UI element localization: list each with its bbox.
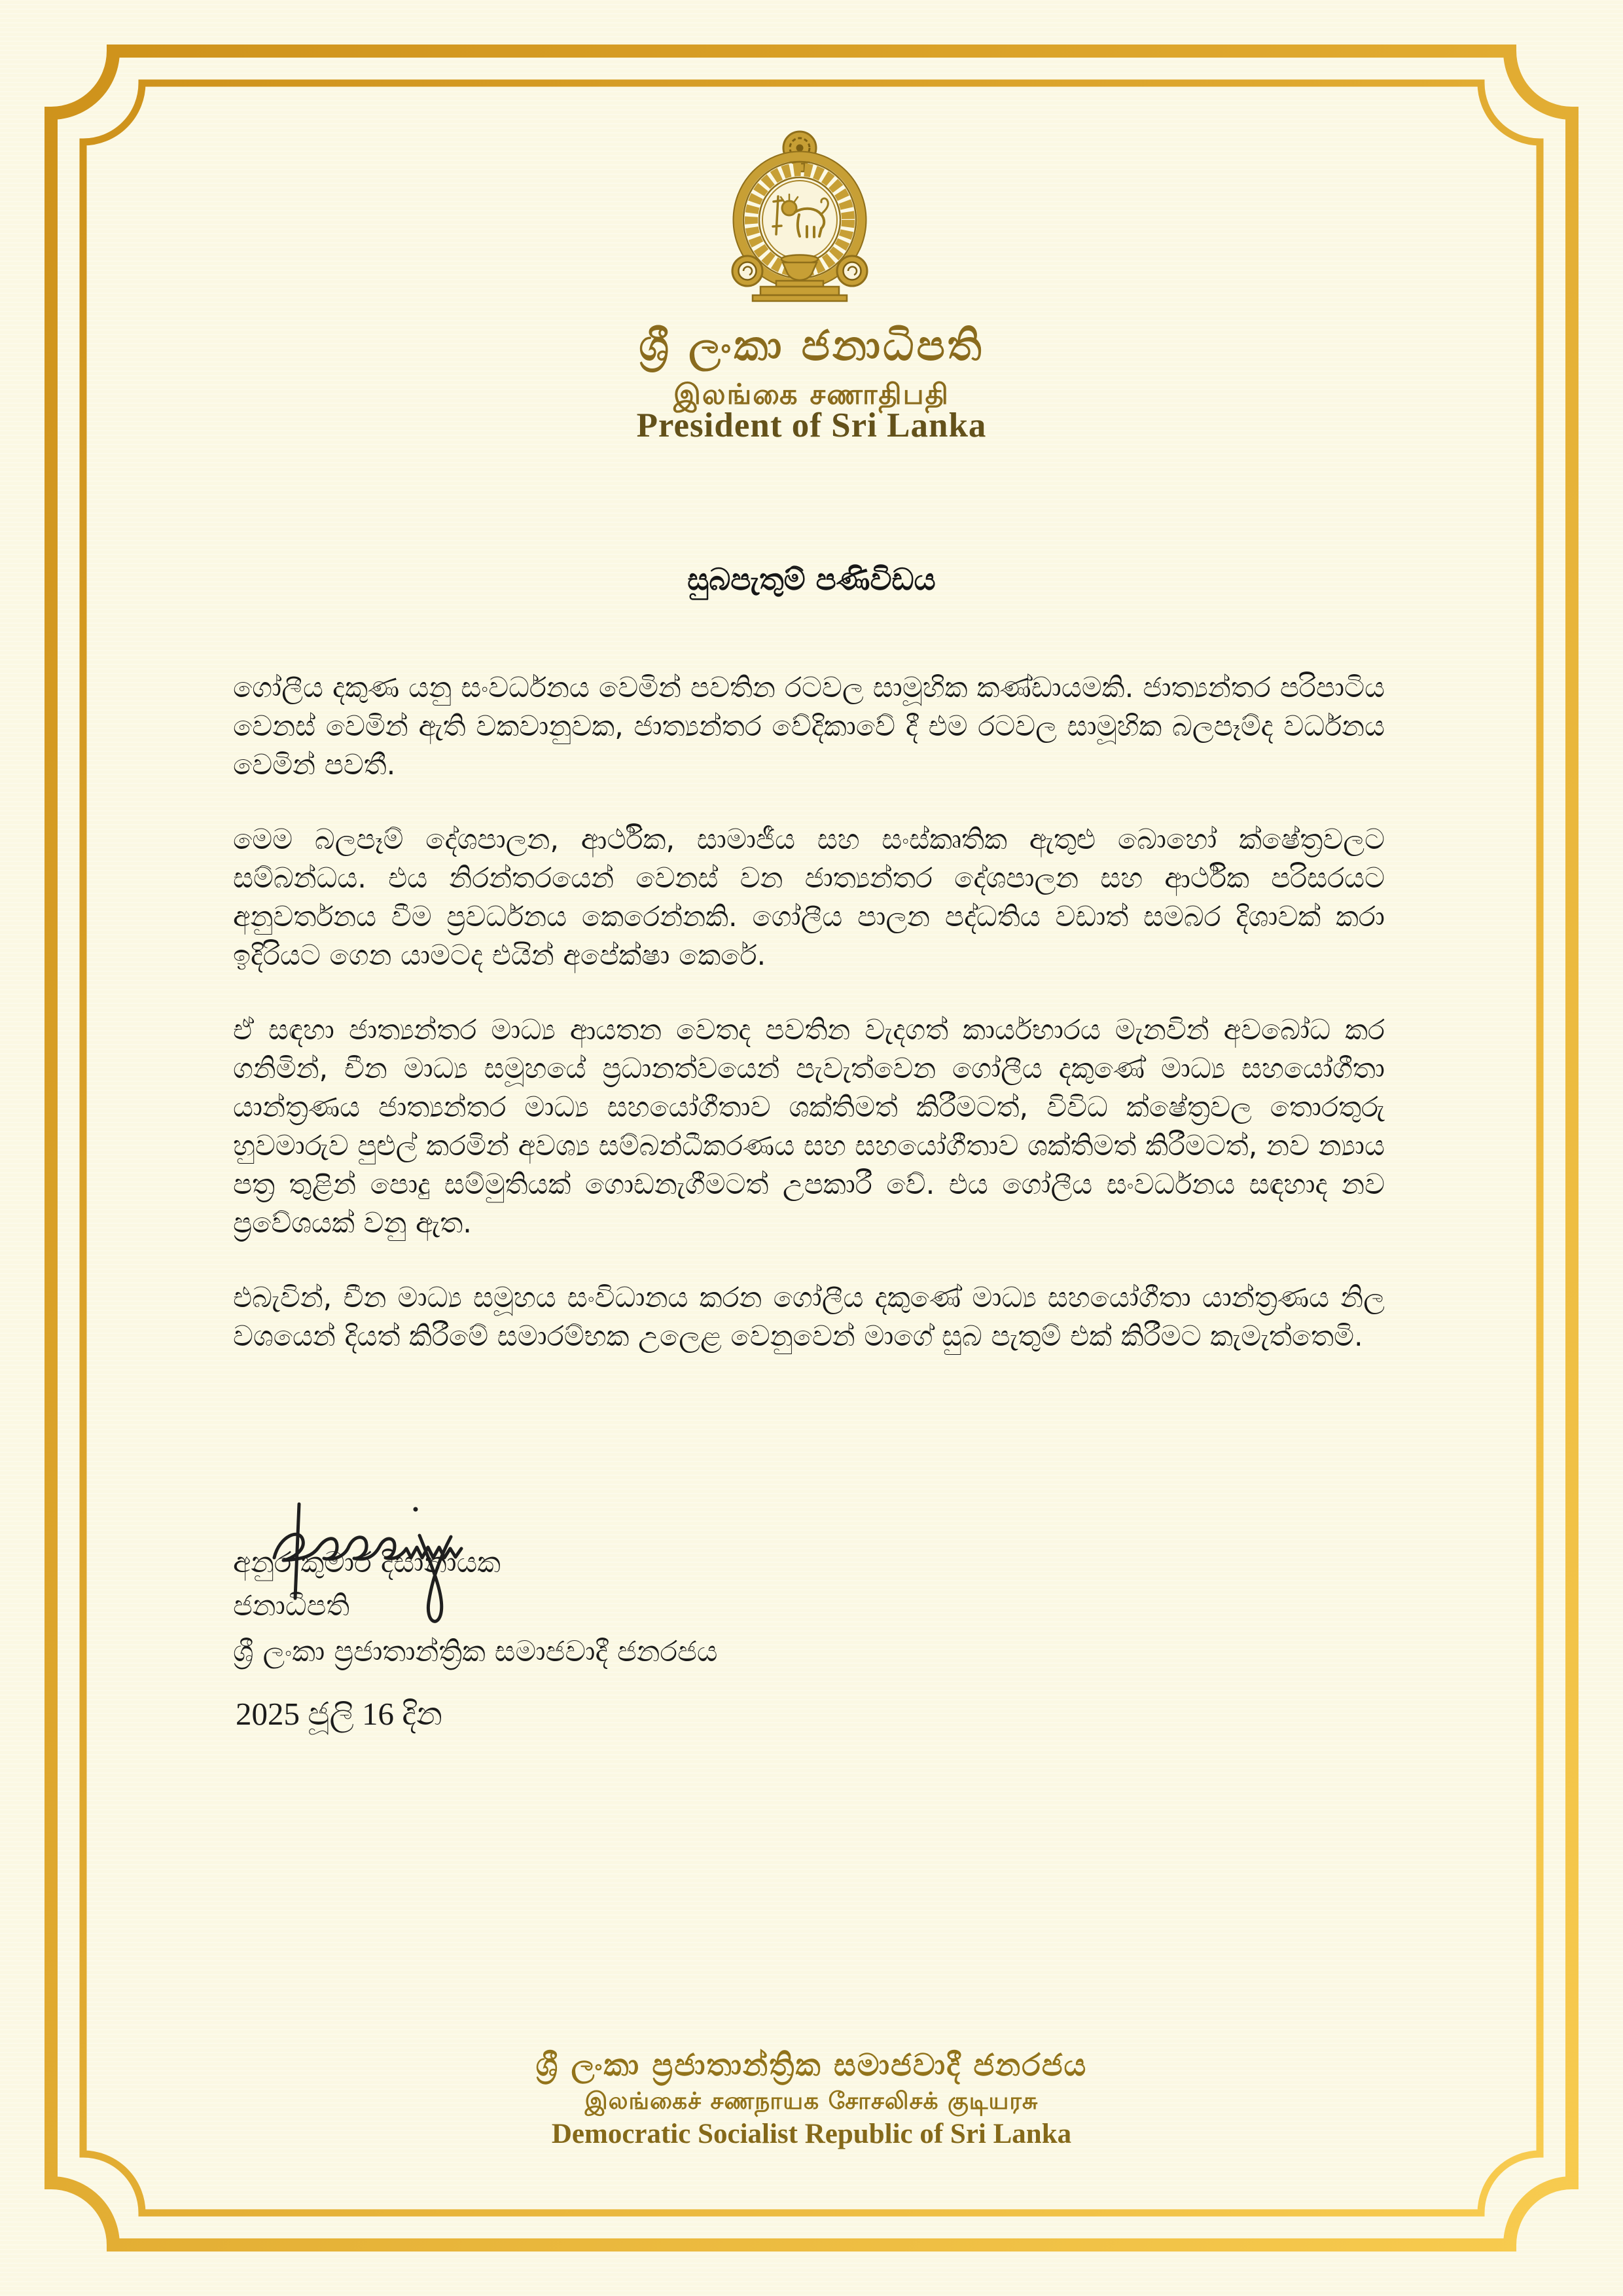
moon-medallion-icon: [837, 256, 867, 286]
letter-date: 2025 ජූලි 16 දින: [236, 1696, 442, 1732]
sun-medallion-icon: [732, 256, 762, 286]
letterhead-title-english: President of Sri Lanka: [636, 406, 987, 444]
sri-lanka-emblem: [711, 128, 889, 306]
letterhead-title-sinhala: ශ්‍රී ලංකා ජනාධිපති: [639, 322, 984, 370]
signatory-title: ජනාධිපති: [233, 1589, 350, 1623]
footer-line-english: Democratic Socialist Republic of Sri Lanka: [551, 2119, 1072, 2149]
footer-line-tamil: இலங்கைச் சணநாயக சோசலிசக் குடியரசு: [584, 2088, 1039, 2115]
signatory-name: අනුර කුමාර දිසානායක: [233, 1546, 501, 1579]
paragraph-4: එබැවින්, චීන මාධ්‍ය සමූහය සංවිධානය කරන ගෝලීය දකුණේ මාධ්‍ය සහයෝගීතා යාන්ත්‍රණය නිල වශයෙන් දියත් කිරීමේ සමාරම්භක උලෙළ වෙනුවෙන් මාගේ සුබ පැතුම් එක් කිරීමට කැමැත්තෙමි.: [233, 1282, 1385, 1353]
signatory-country: ශ්‍රී ලංකා ප්‍රජාතාන්ත්‍රික සමාජවාදී ජනරජය: [233, 1635, 718, 1668]
letter-subject: සුබපැතුම් පණිවිඩය: [687, 562, 936, 597]
paragraph-2: මෙම බලපෑම් දේශපාලන, ආර්ථික, සාමාජීය සහ සංස්කෘතික ඇතුළු බොහෝ ක්ෂේත්‍රවලට සම්බන්ධය. එය නිරන්තරයෙන් වෙනස් වන ජාත්‍යන්තර දේශපාලන සහ ආර්ථික පරිසරයට අනුවර්තනය වීම ප්‍රවර්ධනය කෙරෙන්නකි. ගෝලීය පාලන පද්ධතිය වඩාත් සමබර දිශාවක් කරා ඉදිරියට ගෙන යාමටද එයින් අපේක්ෂා කෙරේ.: [233, 823, 1385, 972]
paragraph-1: ගෝලීය දකුණ යනු සංවර්ධනය වෙමින් පවතින රටවල සාමූහික කණ්ඩායමකි. ජාත්‍යන්තර පරිපාටිය වෙනස් වෙමින් ඇති වකවානුවක, ජාත්‍යන්තර වේදිකාවේ දී එම රටවල සාමූහික බලපෑම්ද වර්ධනය වෙමින් පවතී.: [233, 672, 1385, 781]
pedestal: [753, 281, 847, 301]
footer-line-sinhala: ශ්‍රී ලංකා ප්‍රජාතාන්ත්‍රික සමාජවාදී ජනරජය: [535, 2047, 1088, 2083]
letter-body: [233, 669, 1385, 1392]
paragraph-3: ඒ සඳහා ජාත්‍යන්තර මාධ්‍ය ආයතන වෙතද පවතින වැදගත් කාර්යභාරය මැනවින් අවබෝධ කර ගනිමින්, චීන මාධ්‍ය සමූහයේ ප්‍රධානත්වයෙන් පැවැත්වෙන ගෝලීය දකුණේ මාධ්‍ය සහයෝගීතා යාන්ත්‍රණය ජාත්‍යන්තර මාධ්‍ය සහයෝගීතාව ශක්තිමත් කිරීමටත්, විවිධ ක්ෂේත්‍රවල තොරතුරු හුවමාරුව පුළුල් කරමින් අවශ්‍ය සම්බන්ධීකරණය සහ සහයෝගීතාව ශක්තිමත් කිරීමටත්, නව න්‍යාය පත්‍ර තුළින් පොදු සම්මුතියක් ගොඩනැගීමටත් උපකාරී වේ. එය ගෝලීය සංවර්ධනය සඳහාද නව ප්‍රවේශයක් වනු ඇත.: [233, 1014, 1385, 1240]
letterhead-title-tamil: இலங்கை சணாதிபதி: [673, 378, 950, 411]
